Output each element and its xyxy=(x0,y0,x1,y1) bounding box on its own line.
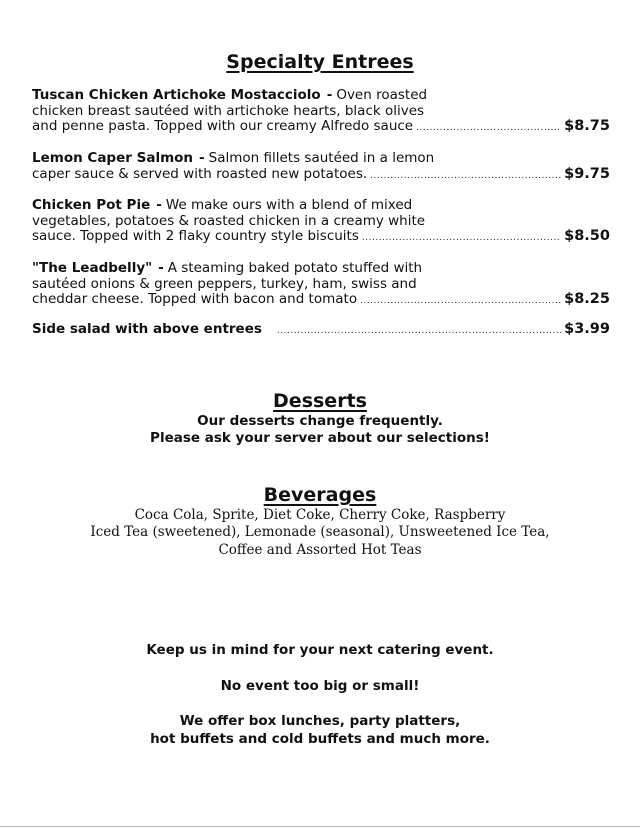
menu-item-desc-line: sautéed onions & green peppers, turkey, ham, swiss and xyxy=(32,275,417,292)
menu-item-dash: - xyxy=(156,197,162,213)
menu-item-chicken-pot-pie xyxy=(32,198,610,247)
menu-item-dash: - xyxy=(199,150,205,166)
menu-item-desc-line: We make ours with a blend of mixed xyxy=(165,197,413,213)
menu-item-name: Lemon Caper Salmon xyxy=(32,150,194,166)
desserts-line: Please ask your server about our selections! xyxy=(150,430,490,446)
menu-item-lemon-caper-salmon xyxy=(32,151,610,184)
menu-item-desc-line: cheddar cheese. Topped with bacon and tomato xyxy=(32,291,358,308)
menu-item-desc-line: and penne pasta. Topped with our creamy Alfredo sauce xyxy=(32,118,414,135)
side-salad-price: $3.99 xyxy=(564,321,610,337)
catering-line: hot buffets and cold buffets and much more. xyxy=(150,731,490,747)
desserts-line: Our desserts change frequently. xyxy=(197,413,443,429)
catering-line: No event too big or small! xyxy=(220,678,420,694)
menu-item-desc-line: sauce. Topped with 2 flaky country style biscuits xyxy=(32,228,359,245)
beverages-line: Iced Tea (sweetened), Lemonade (seasonal), Unsweetened Ice Tea, xyxy=(90,524,550,540)
menu-item-name: Tuscan Chicken Artichoke Mostacciolo xyxy=(32,87,321,103)
menu-item-name: Chicken Pot Pie xyxy=(32,197,151,213)
menu-item-price: $8.75 xyxy=(564,118,610,135)
menu-item-price: $8.50 xyxy=(564,228,610,245)
beverages-line: Coffee and Assorted Hot Teas xyxy=(218,542,422,558)
menu-item-desc-line: chicken breast sautéed with artichoke hearts, black olives xyxy=(32,102,425,119)
menu-item-desc-line: Oven roasted xyxy=(336,87,428,103)
menu-item-desc-line: A steaming baked potato stuffed with xyxy=(167,260,423,276)
menu-item-dash: - xyxy=(158,260,164,276)
scan-edge-divider xyxy=(0,826,640,827)
desserts-title: Desserts xyxy=(273,390,367,412)
menu-item-name: "The Leadbelly" xyxy=(32,260,153,276)
menu-item-tuscan-chicken xyxy=(32,88,610,137)
beverages-title: Beverages xyxy=(263,484,377,506)
dot-leader xyxy=(416,121,561,137)
dot-leader xyxy=(362,231,561,247)
catering-line: Keep us in mind for your next catering event. xyxy=(146,642,494,658)
menu-item-price: $9.75 xyxy=(564,165,610,182)
menu-item-dash: - xyxy=(326,87,333,103)
beverages-line: Coca Cola, Sprite, Diet Coke, Cherry Coke, Raspberry xyxy=(134,507,506,523)
menu-item-price: $8.25 xyxy=(564,291,610,308)
dot-leader xyxy=(370,169,561,185)
menu-item-desc-line: caper sauce & served with roasted new potatoes. xyxy=(32,165,368,182)
menu-item-leadbelly xyxy=(32,261,610,310)
dot-leader xyxy=(277,326,561,336)
dot-leader xyxy=(360,294,561,310)
side-salad-label: Side salad with above entrees xyxy=(32,321,262,337)
specialty-entrees-title: Specialty Entrees xyxy=(226,51,414,73)
menu-item-desc-line: Salmon fillets sautéed in a lemon xyxy=(208,150,435,166)
menu-item-desc-line: vegetables, potatoes & roasted chicken in a creamy white xyxy=(32,212,426,229)
catering-line: We offer box lunches, party platters, xyxy=(179,713,461,729)
menu-item-side-salad xyxy=(32,321,610,337)
